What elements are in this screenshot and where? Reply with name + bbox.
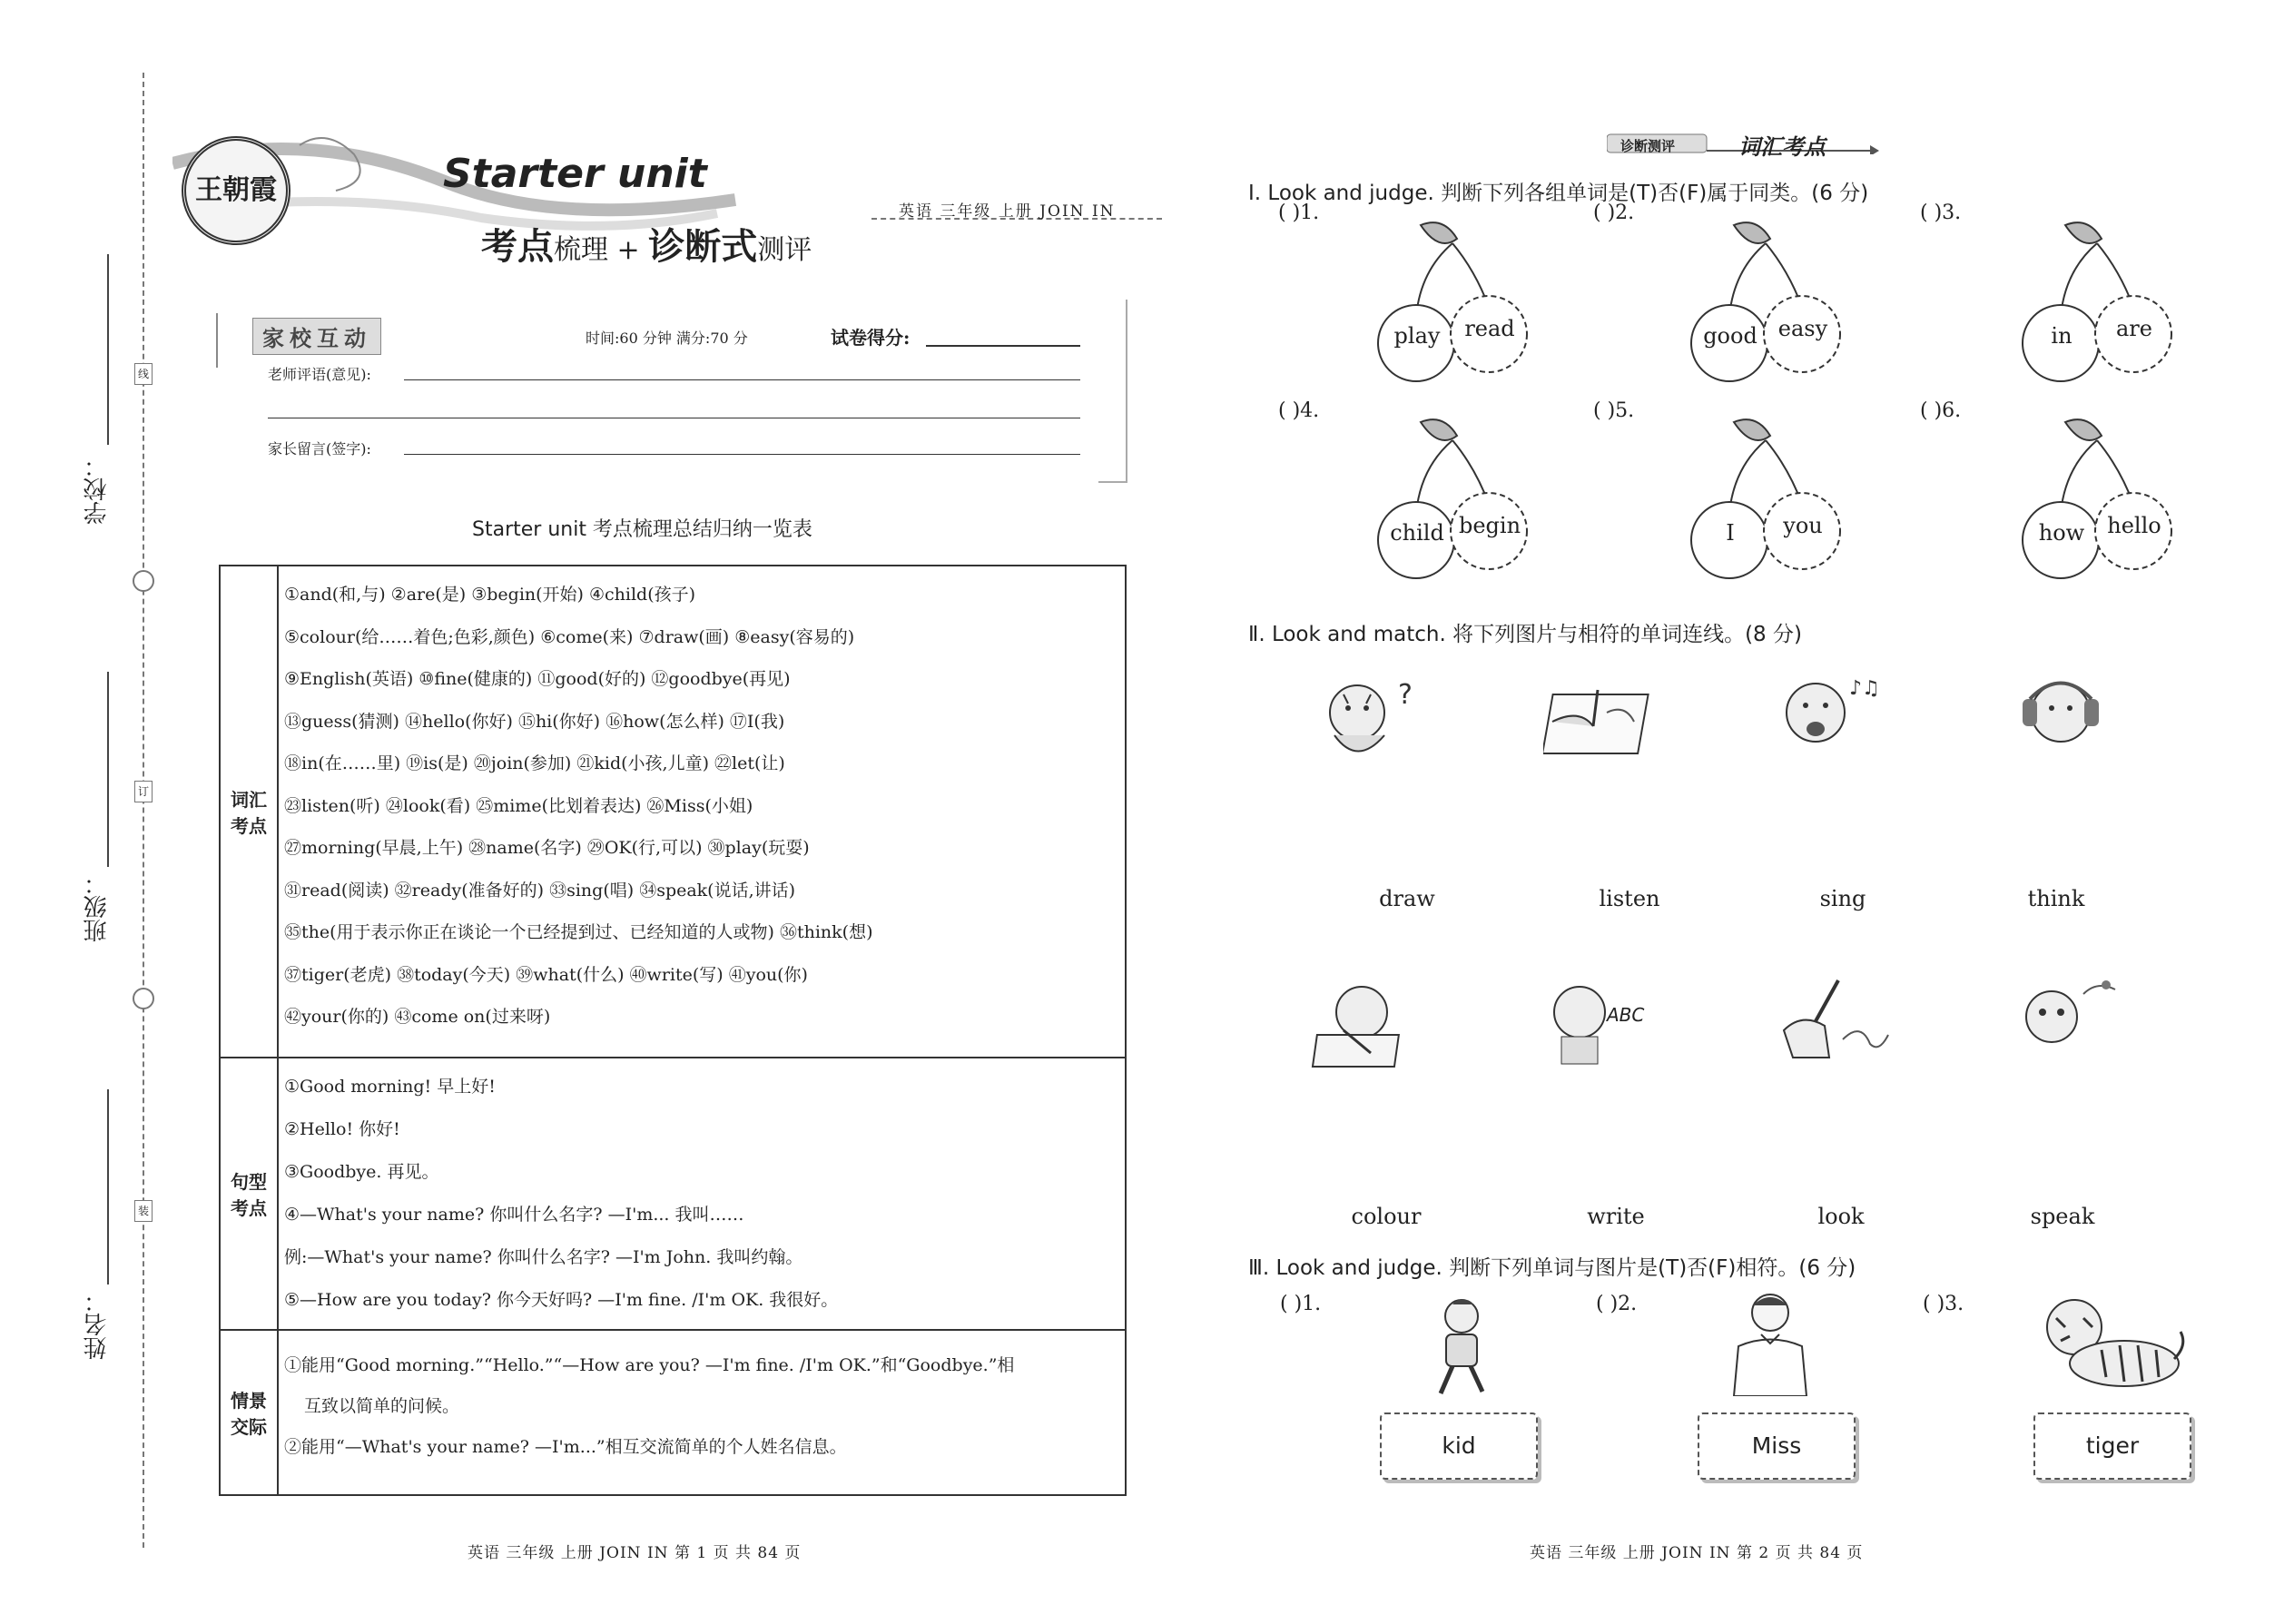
judge-answer-1[interactable]: ( )1. [1278,202,1320,224]
vocab-row: ⑬guess(猜测) ⑭hello(你好) ⑮hi(你好) ⑯how(怎么样) ⑰I(我) [284,711,785,732]
tiger-singing-picture [1766,667,1884,767]
cherry-word-right: you [1783,513,1823,538]
vocab-row: ⑨English(英语) ⑩fine(健康的) ⑪good(好的) ⑫goodbye(再见) [284,669,791,689]
school-label: 学校： [84,454,111,525]
footer-page-2: 英语 三年级 上册 JOIN IN 第 2 页 共 84 页 [1530,1544,1864,1562]
judge-answer-6[interactable]: ( )6. [1920,399,1962,422]
match-word-listen[interactable]: listen [1599,886,1660,911]
sentence-row: ④—What's your name? 你叫什么名字? —I'm... 我叫…… [284,1205,744,1225]
page-title: 考点梳理 + 诊断式测评 [481,225,812,268]
match-word-draw[interactable]: draw [1379,886,1435,911]
score-label: 试卷得分: [831,327,911,349]
judge-answer-1[interactable]: ( )1. [1280,1293,1322,1315]
vocab-row: ㉛read(阅读) ㉜ready(准备好的) ㉝sing(唱) ㉞speak(说话,讲话) [284,880,796,901]
unit-title: Starter unit [443,151,707,197]
tiger-looking-picture [2006,967,2124,1067]
section-1-title: Ⅰ. Look and judge. 判断下列各组单词是(T)否(F)属于同类。(6 分) [1248,182,1869,205]
vocab-tag: 词汇考点 [1738,133,1826,160]
situation-row: 互致以简单的问候。 [304,1396,460,1416]
summary-table [219,565,1127,1496]
parent-comment-label: 家长留言(签字): [268,440,371,458]
name-write-line[interactable] [107,1089,109,1284]
cherry-word-left: good [1703,323,1757,349]
cherry-word-left: child [1390,520,1444,546]
tiger-colouring-picture [1307,976,1425,1076]
sentence-row: ③Goodbye. 再见。 [284,1162,439,1182]
svg-text:♪♫: ♪♫ [1849,677,1880,700]
name-label: 姓名： [84,1289,111,1360]
tiger-writing-abc-picture [1534,971,1652,1071]
match-word-think[interactable]: think [2027,886,2085,911]
sentence-row: ②Hello! 你好! [284,1119,400,1139]
class-write-line[interactable] [107,672,109,867]
judge-answer-2[interactable]: ( )2. [1593,202,1635,224]
vocab-row: ㊲tiger(老虎) ㊳today(今天) ㊴what(什么) ㊵write(写) ㊶you(你) [284,964,808,985]
binding-hole-2 [133,988,154,1009]
word-card-tiger: tiger [2033,1412,2191,1480]
binding-cut-line [143,73,144,1548]
sentence-list [278,1058,1126,1330]
vocab-row: ①and(和,与) ②are(是) ③begin(开始) ④child(孩子) [284,585,696,605]
judge-answer-3[interactable]: ( )3. [1923,1293,1964,1315]
cherry-icon [1679,413,1852,586]
class-label: 班级： [84,871,111,942]
judge-answer-3[interactable]: ( )3. [1920,202,1962,224]
match-word-colour[interactable]: colour [1351,1204,1422,1229]
sentence-row: 例:—What's your name? 你叫什么名字? —I'm John. 我叫约翰。 [284,1247,803,1267]
footer-page-1: 英语 三年级 上册 JOIN IN 第 1 页 共 84 页 [468,1544,802,1562]
vocab-row: ⑱in(在……里) ⑲is(是) ⑳join(参加) ㉑kid(小孩,儿童) ㉒let(让) [284,753,785,773]
cherry-pair [1679,413,1852,586]
section-3-title: Ⅲ. Look and judge. 判断下列单词与图片是(T)否(F)相符。(6 分) [1248,1256,1856,1280]
cherry-icon [2011,216,2183,389]
match-word-sing[interactable]: sing [1819,886,1866,911]
binding-hole-1 [133,570,154,592]
summary-title: Starter unit 考点梳理总结归纳一览表 [472,518,812,541]
situation-section [220,1330,1126,1495]
cherry-word-right: easy [1777,316,1828,341]
judge-answer-5[interactable]: ( )5. [1593,399,1635,422]
cherry-icon [1679,216,1852,389]
tiger-lying-picture [2033,1291,2188,1395]
boy-running-picture [1421,1294,1502,1403]
vocab-row: ㉟the(用于表示你正在谈论一个已经提到过、已经知道的人或物) ㊱think(想) [284,922,873,942]
tiger-thinking-picture [1307,672,1425,772]
vocab-category: 词汇 考点 [220,566,278,1058]
match-word-look[interactable]: look [1817,1204,1865,1229]
tiger-listening-picture [2006,667,2124,767]
publisher-logo: 王朝霞 [182,136,290,245]
frame-corner-decoration [1098,300,1127,483]
cherry-icon [1366,413,1539,586]
word-card-miss: Miss [1698,1412,1856,1480]
cherry-pair [2011,216,2183,389]
cherry-word-left: in [2051,323,2072,349]
cherry-icon [2011,413,2183,586]
sentence-row: ⑤—How are you today? 你今天好吗? —I'm fine. /I'm OK. 我很好。 [284,1290,839,1310]
diagnostic-tag: 诊断测评 [1620,138,1676,154]
cherry-word-right: begin [1458,513,1521,538]
cherry-word-right: read [1464,316,1515,341]
parent-comment-field[interactable] [404,454,1080,455]
score-field[interactable] [926,345,1080,347]
cherry-word-left: play [1393,323,1441,349]
cherry-pair [1366,216,1539,389]
hand-writing-picture [1775,967,1893,1067]
seal-mark-1: 线 [134,363,153,385]
vocab-row: ⑤colour(给……着色;色彩,颜色) ⑥come(来) ⑦draw(画) ⑧easy(容易的) [284,626,855,647]
word-card-kid: kid [1380,1412,1538,1480]
cherry-pair [1366,413,1539,586]
subject-tag: 英语 三年级 上册 JOIN IN [899,202,1116,221]
situation-row: ①能用“Good morning.”“Hello.”“—How are you? —I'm fine. /I'm OK.”和“Goodbye.”相 [284,1355,1015,1375]
vocab-section [220,566,1126,1058]
cherry-word-right: hello [2107,513,2161,538]
vocab-row: ㊷your(你的) ㊸come on(过来呀) [284,1007,551,1027]
teacher-comment-label: 老师评语(意见): [268,366,371,383]
cherry-word-left: how [2038,520,2085,546]
sentence-category: 句型 考点 [220,1058,278,1330]
svg-text:ABC: ABC [1607,1004,1645,1026]
cherry-pair [1679,216,1852,389]
judge-answer-2[interactable]: ( )2. [1596,1293,1638,1315]
home-school-label: 家校互动 [252,318,381,355]
section-2-title: Ⅱ. Look and match. 将下列图片与相符的单词连线。(8 分) [1248,623,1802,646]
svg-text:?: ? [1398,679,1413,711]
cherry-icon [1366,216,1539,389]
cherry-word-right: are [2116,316,2152,341]
seal-mark-2: 订 [134,781,153,802]
school-write-line[interactable] [107,254,109,445]
seal-mark-3: 装 [134,1200,153,1222]
cherry-word-left: I [1726,520,1735,546]
match-word-speak[interactable]: speak [2030,1204,2095,1229]
time-info: 时间:60 分钟 满分:70 分 [586,330,748,347]
situation-row: ②能用“—What's your name? —I'm...”相互交流简单的个人姓名信息。 [284,1437,847,1457]
match-word-write[interactable]: write [1587,1204,1645,1229]
teacher-comment-line-1[interactable] [404,379,1080,380]
situation-category: 情景 交际 [220,1330,278,1495]
bracket-decoration [216,313,223,368]
man-picture [1720,1287,1820,1396]
judge-answer-4[interactable]: ( )4. [1278,399,1320,422]
hand-drawing-picture [1543,672,1661,772]
vocab-row: ㉓listen(听) ㉔look(看) ㉕mime(比划着表达) ㉖Miss(小姐) [284,795,753,816]
cherry-pair [2011,413,2183,586]
vocab-list [278,566,1126,1058]
sentence-row: ①Good morning! 早上好! [284,1077,496,1097]
situation-list [278,1330,1126,1495]
vocab-row: ㉗morning(早晨,上午) ㉘name(名字) ㉙OK(行,可以) ㉚play(玩耍) [284,838,810,858]
sentence-section [220,1058,1126,1330]
